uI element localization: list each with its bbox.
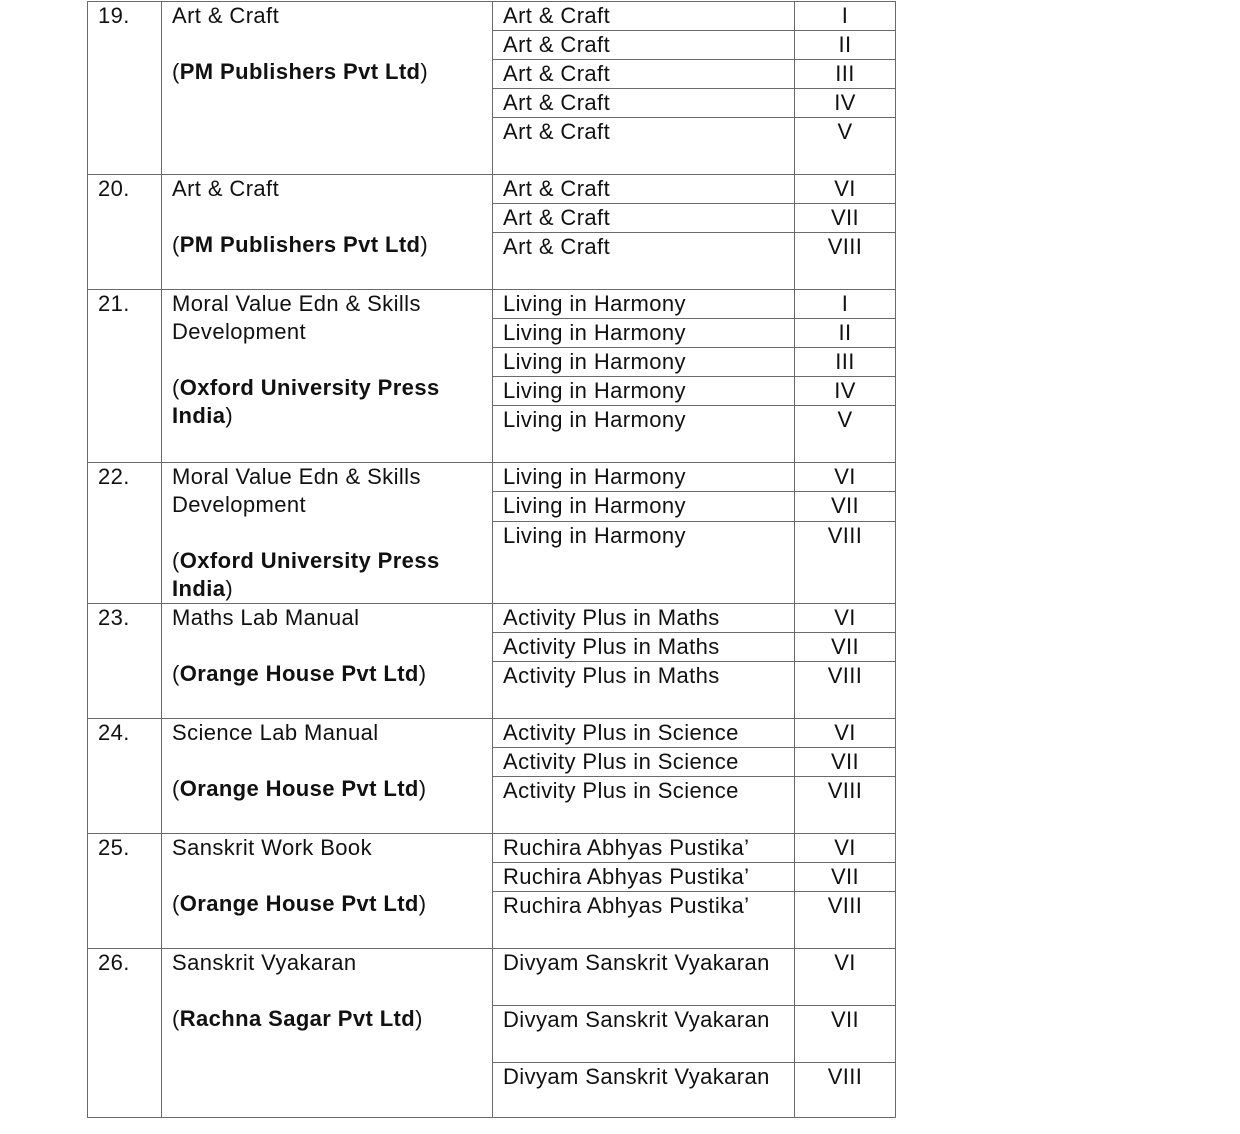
- subject-cell: [162, 2, 493, 175]
- book-title: Art & Craft: [493, 89, 795, 118]
- book-list-table: [87, 1, 896, 1118]
- publisher-line: (Oxford University Press India): [172, 375, 440, 428]
- book-title: Living in Harmony: [493, 406, 795, 463]
- class-level: VII: [795, 863, 896, 892]
- book-title: Living in Harmony: [493, 521, 795, 603]
- class-level: I: [795, 2, 896, 31]
- serial-number: 22.: [88, 463, 162, 604]
- book-title: Activity Plus in Science: [493, 748, 795, 777]
- book-title: Living in Harmony: [493, 492, 795, 521]
- book-title: Divyam Sanskrit Vyakaran: [493, 1063, 795, 1118]
- subject-name: Art & Craft: [172, 3, 280, 28]
- class-level: VII: [795, 204, 896, 233]
- book-title: Ruchira Abhyas Pustika’: [493, 834, 795, 863]
- class-level: II: [795, 31, 896, 60]
- book-title: Living in Harmony: [493, 290, 795, 319]
- table-row: [88, 175, 896, 204]
- publisher-line: (Orange House Pvt Ltd): [172, 661, 427, 686]
- class-level: VI: [795, 719, 896, 748]
- serial-number: 19.: [88, 2, 162, 175]
- class-level: V: [795, 118, 896, 175]
- subject-name: Maths Lab Manual: [172, 605, 360, 630]
- publisher-line: (Orange House Pvt Ltd): [172, 891, 427, 916]
- class-level: II: [795, 319, 896, 348]
- publisher-name: Orange House Pvt Ltd: [179, 776, 419, 801]
- publisher-line: (Oxford University Press India): [172, 548, 440, 601]
- book-title: Living in Harmony: [493, 377, 795, 406]
- book-title: Art & Craft: [493, 118, 795, 175]
- publisher-line: (Orange House Pvt Ltd): [172, 776, 427, 801]
- subject-cell: [162, 719, 493, 834]
- class-level: VI: [795, 463, 896, 492]
- subject-name: Science Lab Manual: [172, 720, 379, 745]
- book-title: Ruchira Abhyas Pustika’: [493, 863, 795, 892]
- class-level: VI: [795, 949, 896, 1006]
- book-title: Divyam Sanskrit Vyakaran: [493, 1006, 795, 1063]
- book-title: Activity Plus in Maths: [493, 633, 795, 662]
- serial-number: 23.: [88, 604, 162, 719]
- table-row: [88, 290, 896, 319]
- publisher-name: Oxford University Press India: [172, 375, 440, 428]
- book-title: Activity Plus in Maths: [493, 662, 795, 719]
- book-title: Ruchira Abhyas Pustika’: [493, 892, 795, 949]
- table-row: [88, 834, 896, 863]
- table-row: [88, 719, 896, 748]
- class-level: VIII: [795, 892, 896, 949]
- subject-name: Sanskrit Vyakaran: [172, 950, 357, 975]
- class-level: III: [795, 60, 896, 89]
- class-level: VIII: [795, 777, 896, 834]
- serial-number: 21.: [88, 290, 162, 463]
- publisher-line: (PM Publishers Pvt Ltd): [172, 232, 429, 257]
- class-level: VIII: [795, 233, 896, 290]
- class-level: VII: [795, 748, 896, 777]
- class-level: VIII: [795, 1063, 896, 1118]
- serial-number: 26.: [88, 949, 162, 1118]
- publisher-name: PM Publishers Pvt Ltd: [179, 232, 421, 257]
- class-level: IV: [795, 377, 896, 406]
- table-row: [88, 2, 896, 31]
- book-title: Living in Harmony: [493, 319, 795, 348]
- class-level: VI: [795, 834, 896, 863]
- book-title: Activity Plus in Science: [493, 777, 795, 834]
- subject-cell: [162, 290, 493, 463]
- serial-number: 20.: [88, 175, 162, 290]
- class-level: VII: [795, 1006, 896, 1063]
- class-level: III: [795, 348, 896, 377]
- book-title: Divyam Sanskrit Vyakaran: [493, 949, 795, 1006]
- book-title: Art & Craft: [493, 175, 795, 204]
- serial-number: 25.: [88, 834, 162, 949]
- publisher-name: Orange House Pvt Ltd: [179, 661, 419, 686]
- table-row: [88, 604, 896, 633]
- publisher-name: Rachna Sagar Pvt Ltd: [179, 1006, 416, 1031]
- book-title: Living in Harmony: [493, 348, 795, 377]
- book-title: Art & Craft: [493, 204, 795, 233]
- publisher-name: PM Publishers Pvt Ltd: [179, 59, 421, 84]
- class-level: VI: [795, 175, 896, 204]
- class-level: IV: [795, 89, 896, 118]
- book-title: Art & Craft: [493, 2, 795, 31]
- class-level: VII: [795, 633, 896, 662]
- book-title: Living in Harmony: [493, 463, 795, 492]
- publisher-name: Orange House Pvt Ltd: [179, 891, 419, 916]
- subject-cell: [162, 175, 493, 290]
- class-level: V: [795, 406, 896, 463]
- publisher-name: Oxford University Press India: [172, 548, 440, 601]
- subject-cell: [162, 834, 493, 949]
- subject-name: Art & Craft: [172, 176, 280, 201]
- subject-cell: [162, 604, 493, 719]
- subject-cell: [162, 949, 493, 1118]
- book-title: Activity Plus in Maths: [493, 604, 795, 633]
- subject-name: Moral Value Edn & Skills Development: [172, 291, 421, 344]
- class-level: VIII: [795, 521, 896, 603]
- book-title: Activity Plus in Science: [493, 719, 795, 748]
- class-level: I: [795, 290, 896, 319]
- publisher-line: (Rachna Sagar Pvt Ltd): [172, 1006, 423, 1031]
- book-title: Art & Craft: [493, 60, 795, 89]
- book-title: Art & Craft: [493, 31, 795, 60]
- table-row: [88, 949, 896, 1006]
- serial-number: 24.: [88, 719, 162, 834]
- class-level: VI: [795, 604, 896, 633]
- book-title: Art & Craft: [493, 233, 795, 290]
- table-row: [88, 463, 896, 492]
- publisher-line: (PM Publishers Pvt Ltd): [172, 59, 429, 84]
- subject-name: Sanskrit Work Book: [172, 835, 372, 860]
- subject-name: Moral Value Edn & Skills Development: [172, 464, 421, 517]
- subject-cell: [162, 463, 493, 604]
- class-level: VII: [795, 492, 896, 521]
- class-level: VIII: [795, 662, 896, 719]
